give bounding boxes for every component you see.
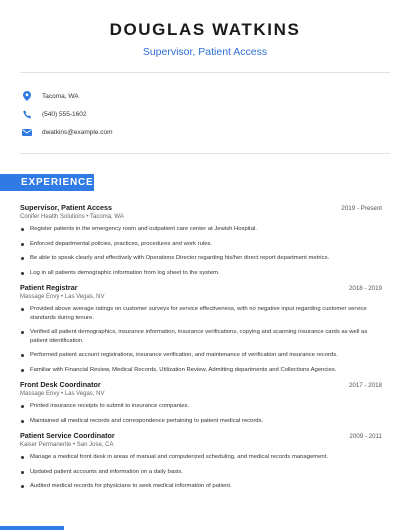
job-title: Patient Registrar [20, 283, 78, 292]
candidate-name: DOUGLAS WATKINS [109, 20, 301, 39]
footer-accent-bar [0, 526, 64, 530]
job-entry [20, 203, 382, 277]
job-company: Massage Envy • Las Vegas, NV [20, 294, 105, 300]
job-dates: 2018 - 2019 [348, 285, 382, 292]
job-title: Patient Service Coordinator [20, 431, 115, 440]
job-company: Massage Envy • Las Vegas, NV [20, 391, 105, 397]
job-bullet: Performed patient account registrations, insurance verification, and maintenance of verification and insurance records. [20, 351, 382, 360]
mail-icon [22, 127, 32, 137]
job-entry [20, 380, 382, 425]
contact-list [0, 73, 410, 153]
job-bullet: Manage a medical front desk in areas of manual and computerized scheduling, and medical records management. [20, 453, 382, 462]
job-bullet: Updated patient accounts and information on a daily basis. [20, 468, 382, 477]
job-dates: 2017 - 2018 [348, 382, 382, 389]
experience-section-header [0, 174, 410, 191]
contact-location [22, 87, 390, 105]
contact-location-text: Tacoma, WA [42, 92, 79, 100]
section-title: EXPERIENCE [21, 177, 94, 188]
candidate-title: Supervisor, Patient Access [142, 46, 268, 58]
job-bullet: Be able to speak clearly and effectively with Operations Director regarding his/her direct report department metrics. [20, 254, 382, 263]
job-title: Supervisor, Patient Access [20, 203, 113, 212]
contact-email [22, 123, 390, 141]
job-bullet: Maintained all medical records and correspondence pertaining to patient medical records. [20, 417, 382, 426]
job-bullet: Verified all patient demographics, insurance information, insurance verifications, copying and scanning insurance cards as well as patient identification. [20, 328, 382, 345]
contact-phone-text: (540) 555-1602 [42, 110, 87, 118]
contact-email-text: dwatkins@example.com [42, 128, 113, 136]
job-entry [20, 431, 382, 491]
phone-icon [22, 109, 32, 119]
job-company: Kaiser Permanente • San Jose, CA [20, 442, 114, 448]
job-company: Conifer Health Solutions • Tacoma, WA [20, 214, 124, 220]
job-title: Front Desk Coordinator [20, 380, 101, 389]
experience-list [0, 191, 410, 491]
job-bullet: Log in all patients demographic information from log sheet to the system. [20, 269, 382, 278]
job-bullet: Provided above average ratings on customer surveys for service effectiveness, with no negative input regarding customer service standards during tenure. [20, 305, 382, 322]
job-bullet: Enforced departmental policies, practices, procedures and work rules. [20, 240, 382, 249]
job-bullet: Register patients in the emergency room and outpatient care center at Jewish Hospital. [20, 225, 382, 234]
job-bullet: Familiar with Financial Review, Medical Records, Utilization Review, Admitting departments and Collections Agencies. [20, 366, 382, 375]
job-dates: 2009 - 2011 [349, 433, 382, 440]
location-pin-icon [22, 91, 32, 101]
resume-header [0, 0, 410, 58]
contact-divider [20, 153, 390, 154]
job-bullet: Printed insurance receipts to submit to insurance companies. [20, 402, 382, 411]
job-dates: 2019 - Present [341, 205, 382, 212]
job-entry [20, 283, 382, 374]
contact-phone [22, 105, 390, 123]
job-bullet: Audited medical records for physicians to seek medical information of patient. [20, 482, 382, 491]
